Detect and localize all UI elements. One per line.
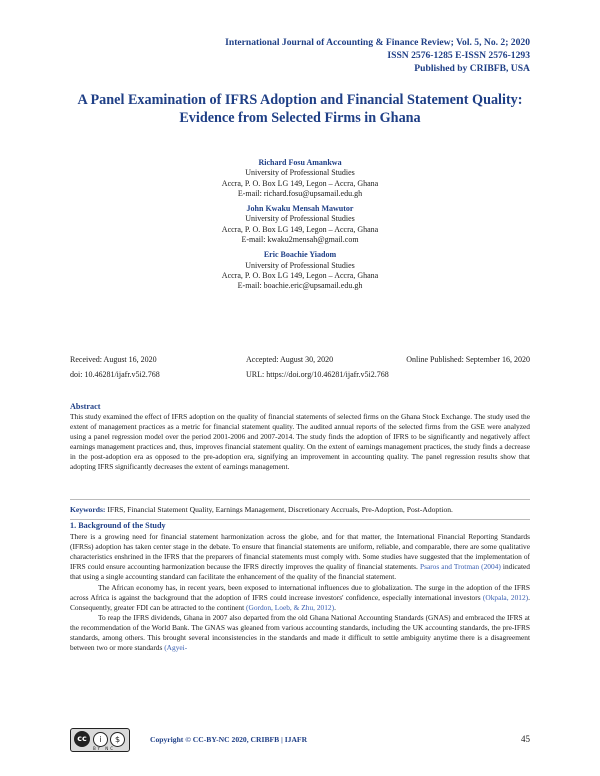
abstract-heading: Abstract <box>70 402 101 411</box>
paragraph-text: indicated that using a single accounting standard can facilitate the enhancement of the quality of the financial statement. <box>70 562 530 582</box>
paragraph-text: . <box>334 602 336 612</box>
author-address: Accra, P. O. Box LG 149, Legon – Accra, Ghana <box>221 270 379 280</box>
publication-dates <box>70 352 530 382</box>
issn-line: ISSN 2576-1285 E-ISSN 2576-1293 <box>387 50 530 61</box>
author-block <box>0 158 600 199</box>
abstract <box>70 402 530 472</box>
copyright-notice: Copyright © CC-BY-NC 2020, CRIBFB | IJAFR <box>150 735 308 744</box>
accepted-date: Accepted: August 30, 2020 <box>246 355 334 364</box>
paper-title <box>60 91 540 127</box>
cc-icon: cc <box>74 731 90 747</box>
journal-citation: International Journal of Accounting & Finance Review; Vol. 5, No. 2; 2020 <box>225 37 530 48</box>
paragraph <box>70 532 530 582</box>
keywords-text: IFRS, Financial Statement Quality, Earnings Management, Discretionary Accruals, Pre-Adoption, Post-Adoption. <box>105 505 453 514</box>
citation-link[interactable]: (Agyei- <box>164 643 188 653</box>
author-affiliation: University of Professional Studies <box>245 214 355 224</box>
publisher-line: Published by CRIBFB, USA <box>414 63 530 74</box>
author-email[interactable]: E-mail: boachie.eric@upsamail.edu.gh <box>237 281 363 291</box>
author-name: Richard Fosu Amankwa <box>258 158 342 167</box>
author-affiliation: University of Professional Studies <box>245 260 355 270</box>
citation-link[interactable]: (Gordon, Loeb, & Zhu, 2012) <box>246 602 335 612</box>
citation-link[interactable]: (Okpala, 2012) <box>482 592 529 602</box>
paragraph-text: There is a growing need for financial statement harmonization across the globe, and for that matter, the International Financial Reporting Standards (IFRSs) adoption has taken center stage in the debate. To ensure that financial statements are uniform, reliable, and comparable, there are some qualitative characteristics enshrined in the IFRS that the preparers of financial statements must comply with. Some studies have suggested that the implementation of IFRS could ensure accounting harmonization because the IFRS directly improves the quality of financial statements. <box>70 532 530 572</box>
author-list <box>0 158 600 297</box>
paragraph <box>70 583 530 613</box>
citation-link[interactable]: Psaros and Trotman (2004) <box>419 562 501 572</box>
received-date: Received: August 16, 2020 <box>70 355 157 364</box>
author-block <box>0 204 600 245</box>
published-date: Online Published: September 16, 2020 <box>406 355 530 364</box>
noncommercial-icon: $ <box>110 732 125 747</box>
title-line-2: Evidence from Selected Firms in Ghana <box>179 110 421 126</box>
author-address: Accra, P. O. Box LG 149, Legon – Accra, Ghana <box>221 224 379 234</box>
keywords <box>70 499 530 520</box>
author-affiliation: University of Professional Studies <box>245 168 355 178</box>
paragraph-text: To reap the IFRS dividends, Ghana in 2007 also departed from the old Ghana National Accounting Standards (GNAS) and embraced the IFRS at the recommendation of the World Bank. The GNAS was gleaned from various accounting standards, including the UK accounting standards, the pre-IFRS standards, among others. This brought several inconsistencies in the standards and made it difficult to settle ambiguity anytime there is a disagreement between two or more standards <box>70 612 530 653</box>
paragraph-text: . Consequently, greater FDI can be attracted to the continent <box>70 592 530 612</box>
author-name: Eric Boachie Yiadom <box>263 250 337 260</box>
doi-url-link[interactable]: URL: https://doi.org/10.46281/ijafr.v5i2.768 <box>246 370 389 379</box>
author-email[interactable]: E-mail: richard.fosu@upsamail.edu.gh <box>237 188 363 198</box>
paragraph-text: The African economy has, in recent years, been exposed to international influences due to globalization. The surge in the adoption of the IFRS across Africa is against the background that the adoption of IFRS could increase investors' confidence, especially international investors <box>70 582 530 602</box>
cc-license-badge[interactable] <box>70 728 130 752</box>
author-email[interactable]: E-mail: kwaku2mensah@gmail.com <box>241 235 359 245</box>
author-block <box>0 250 600 291</box>
page-number: 45 <box>521 734 530 744</box>
abstract-text: This study examined the effect of IFRS adoption on the quality of financial statements of selected firms on the Ghana Stock Exchange. The study used the extent of management practices as a metric for financial statement quality. The audited annual reports of the selected firms from the GSE were analyzed using a panel regression model over the period 2001-2006 and 2007-2014. The study finds the adoption of IFRS to be significantly and negatively affect earnings management practices and, thus, improves financial statement quality. On the extent of earnings management practices, the study finds a decrease in the post-adoption era as opposed to the pre-adoption era, signifying an improvement in accounting quality. The panel regression results show that adopting IFRS significantly decreases the extent of earnings management. <box>70 412 530 471</box>
author-name: John Kwaku Mensah Mawutor <box>246 204 354 214</box>
doi: doi: 10.46281/ijafr.v5i2.768 <box>70 370 160 379</box>
keywords-label: Keywords: <box>70 505 106 514</box>
author-address: Accra, P. O. Box LG 149, Legon – Accra, Ghana <box>221 178 379 188</box>
paragraph <box>70 613 530 653</box>
section-heading: 1. Background of the Study <box>70 521 166 530</box>
page-footer <box>70 728 530 754</box>
title-line-1: A Panel Examination of IFRS Adoption and Financial Statement Quality: <box>77 92 523 108</box>
section-background <box>70 521 530 653</box>
running-header <box>225 36 530 75</box>
license-labels: BY NC <box>93 746 116 751</box>
attribution-icon: i <box>93 732 108 747</box>
